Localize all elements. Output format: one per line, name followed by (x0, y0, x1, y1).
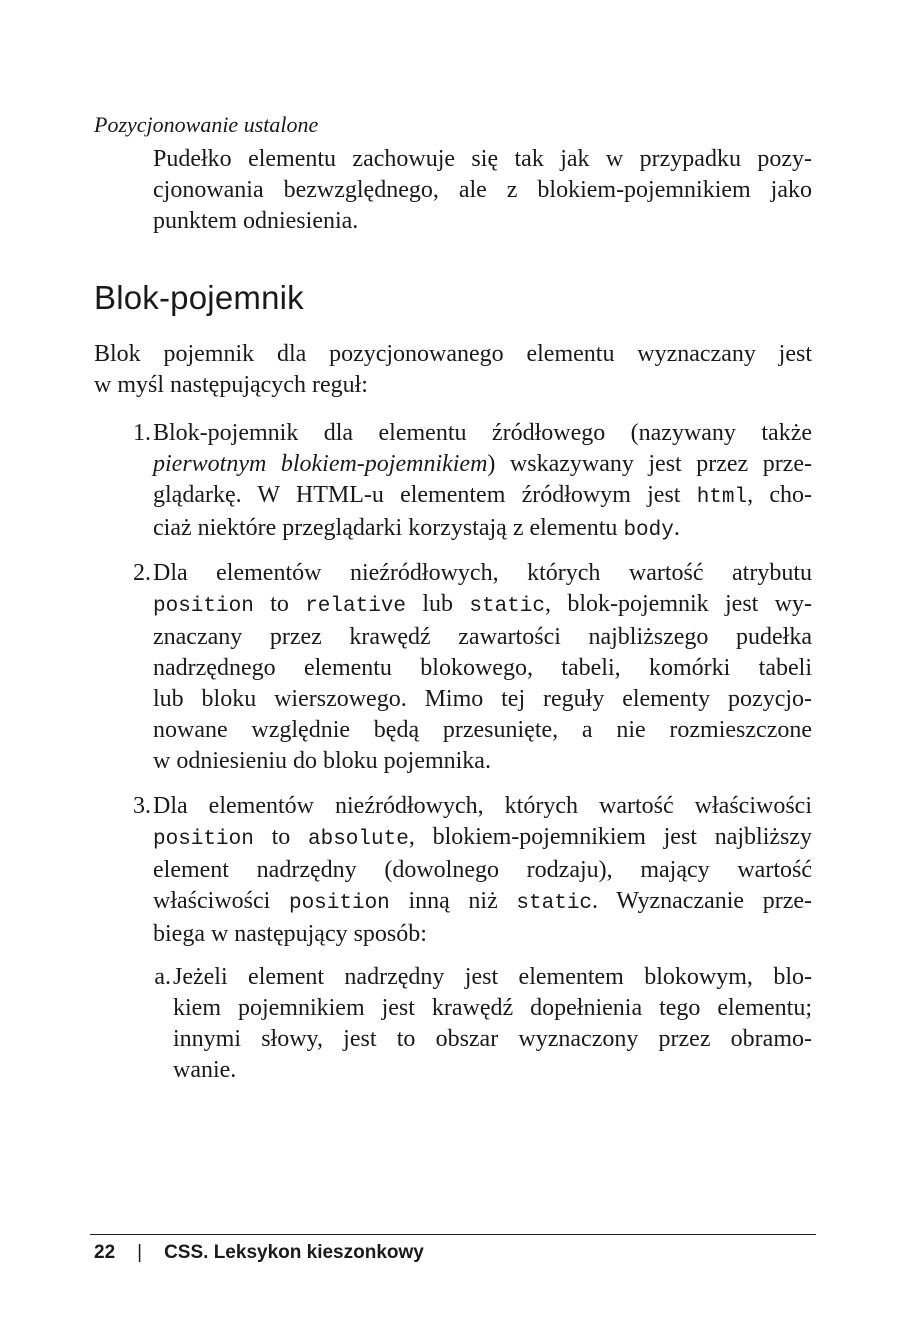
text-line (153, 449, 812, 480)
code-fragment: position (288, 892, 390, 915)
text-fragment: , cho- (747, 482, 812, 508)
text-line: kiem pojemnikiem jest krawędź dopełnienia tego elementu; (173, 995, 812, 1021)
text-line (153, 886, 812, 919)
intro-paragraph (94, 339, 812, 401)
list-item (153, 558, 812, 777)
code-fragment: static (469, 595, 545, 618)
text-line: Dla elementów nieźródłowych, których wartość atrybutu (153, 560, 812, 586)
code-fragment: position (153, 595, 254, 618)
text-line: Blok-pojemnik dla elementu źródłowego (nazywany także (153, 420, 812, 446)
text-line: cjonowania bezwzględnego, ale z blokiem-pojemnikiem jako (153, 177, 812, 203)
text-line: biega w następujący sposób: (153, 921, 427, 947)
footer-separator: | (137, 1242, 143, 1263)
footer-rule (90, 1234, 816, 1235)
text-line (153, 589, 812, 622)
code-fragment: relative (305, 595, 407, 618)
list-item (153, 418, 812, 546)
italic-term: pierwotnym blokiem-pojemnikiem (153, 451, 488, 477)
text-line: innymi słowy, jest to obszar wyznaczony przez obramo- (173, 1026, 812, 1052)
text-fragment: . (673, 515, 680, 541)
list-number: 1. (133, 420, 151, 446)
section-heading: Blok-pojemnik (94, 279, 304, 316)
code-fragment: absolute (308, 828, 409, 851)
list-number: 2. (133, 560, 151, 586)
text-line: element nadrzędny (dowolnego rodzaju), mający wartość (153, 857, 812, 883)
text-line: nowane względnie będą przesunięte, a nie rozmieszczone (153, 717, 812, 743)
text-line: w myśl następujących reguł: (94, 372, 368, 398)
text-line: nadrzędnego elementu blokowego, tabeli, komórki tabeli (153, 655, 812, 681)
code-fragment: static (516, 892, 593, 915)
text-line: wanie. (173, 1057, 237, 1083)
text-fragment: , blokiem-pojemnikiem jest najbliższy (408, 824, 812, 850)
text-line: Blok pojemnik dla pozycjonowanego elementu wyznaczany jest (94, 341, 812, 367)
sub-list-item (173, 962, 812, 1086)
list-letter: a. (154, 964, 171, 990)
text-line: lub bloku wierszowego. Mimo tej reguły elementy pozycjo- (153, 686, 812, 712)
code-fragment: body (623, 519, 674, 542)
text-line: znaczany przez krawędź zawartości najbliższego pudełka (153, 624, 812, 650)
text-line (153, 822, 812, 855)
text-line: Jeżeli element nadrzędny jest elementem blokowym, blo- (173, 964, 812, 990)
text-line: Pudełko elementu zachowuje się tak jak w przypadku pozy- (153, 146, 812, 172)
text-fragment: lub (406, 591, 470, 617)
text-line: Dla elementów nieźródłowych, których wartość właściwości (153, 793, 812, 819)
text-fragment: ciaż niektóre przeglądarki korzystają z elementu (153, 515, 624, 541)
code-fragment: position (153, 828, 254, 851)
list-item (153, 791, 812, 950)
text-line: w odniesieniu do bloku pojemnika. (153, 748, 491, 774)
text-line (153, 480, 812, 513)
code-fragment: html (696, 486, 748, 509)
book-title: CSS. Leksykon kieszonkowy (164, 1242, 424, 1263)
text-fragment: to (253, 591, 306, 617)
text-line: punktem odniesienia. (153, 208, 359, 234)
text-fragment: , blok-pojemnik jest wy- (545, 591, 812, 617)
list-number: 3. (133, 793, 151, 819)
page-number: 22 (94, 1242, 116, 1263)
text-fragment: . Wyznaczanie prze- (592, 888, 812, 914)
text-fragment: ) wskazywany jest przez prze- (487, 451, 812, 477)
definition-term: Pozycjonowanie ustalone (94, 112, 319, 137)
definition-text (153, 144, 812, 237)
text-fragment: inną niż (389, 888, 517, 914)
text-line (153, 513, 812, 546)
text-fragment: to (253, 824, 308, 850)
text-fragment: glądarkę. W HTML-u elementem źródłowym jest (153, 482, 697, 508)
page-footer (94, 1242, 424, 1264)
text-fragment: właściwości (153, 888, 289, 914)
